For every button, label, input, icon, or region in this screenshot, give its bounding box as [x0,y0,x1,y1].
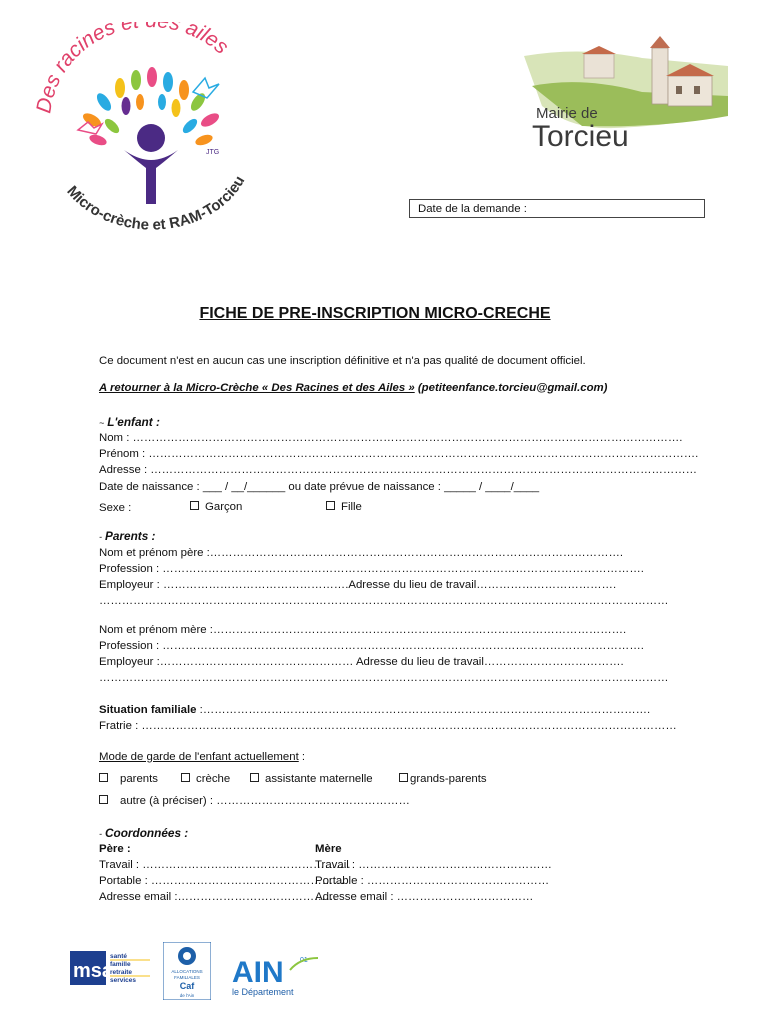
enfant-naissance-field[interactable]: Date de naissance : ___ / __/______ ou date prévue de naissance : _____ / ____/____ [99,481,540,493]
section-coordonnees-heading: - Coordonnées : [99,826,189,840]
sexe-garcon-option[interactable]: Garçon [190,501,242,513]
mode-autre-option[interactable]: autre (à préciser) : …………………………………………… [99,795,410,807]
pere-portable-field[interactable]: Portable : …………………………………………… [99,875,345,887]
checkbox[interactable] [399,773,408,782]
caf-sub: de l'Ain [179,993,195,998]
mode-creche-option[interactable]: crèche [181,773,230,785]
mode-grands-parents-option[interactable]: grands-parents [399,773,487,785]
retour-email: (petiteenfance.torcieu@gmail.com) [414,382,608,394]
mere-email-field[interactable]: Adresse email : ……………………………… [315,891,534,903]
situation-label: Situation familiale [99,704,197,716]
pere-nom-field[interactable]: Nom et prénom père :………………………………………………………………………………………………. [99,547,624,559]
mere-portable-field[interactable]: Portable : ………………………………………… [315,875,550,887]
pere-coord-header: Père : [99,843,131,855]
mode-garde-label: Mode de garde de l'enfant actuellement : [99,751,306,763]
caf-logo [163,942,211,1000]
mere-nom-field[interactable]: Nom et prénom mère :………………………………………………………………………………………………. [99,624,627,636]
ain-sub: le Département [232,987,294,997]
ain-logo [230,952,330,1000]
mere-travail-field[interactable]: Travail : …………………………………………… [315,859,552,871]
checkbox[interactable] [190,501,199,510]
ain-mark: AIN [232,956,284,989]
msa-logo [70,949,152,989]
section-parents-heading: - Parents : [99,529,156,543]
checkbox[interactable] [181,773,190,782]
retour-line [99,382,607,394]
mere-suite-field[interactable]: …………………………………………………………………………………………………………………………………… [99,672,669,684]
mode-parents-option[interactable]: parents [99,773,158,785]
disclaimer: Ce document n'est en aucun cas une inscription définitive et n'a pas qualité de document officiel. [99,355,586,367]
mere-coord-header: Mère [315,843,342,855]
checkbox[interactable] [326,501,335,510]
creche-initials: JTG [206,149,220,156]
date-demande-label: Date de la demande : [418,203,527,215]
mere-employeur-field[interactable]: Employeur :…………………………………………… Adresse du lieu de travail………………………………. [99,656,624,668]
msa-line-2: famille [110,961,131,968]
checkbox[interactable] [99,773,108,782]
creche-logo [28,22,268,242]
enfant-nom-field[interactable]: Nom : ………………………………………………………………………………………………………………………………. [99,432,683,444]
pere-profession-field[interactable]: Profession : ………………………………………………………………………………………………………………. [99,563,644,575]
page-title: FICHE DE PRE-INSCRIPTION MICRO-CRECHE [199,305,551,322]
checkbox[interactable] [99,795,108,804]
retour-prefix: A retourner à la Micro-Crèche « Des Racines et des Ailes » [99,382,415,394]
mairie-line1: Mairie de [536,105,598,122]
sexe-fille-option[interactable]: Fille [326,501,362,513]
checkbox[interactable] [250,773,259,782]
msa-line-4: services [110,977,137,984]
mode-assistante-option[interactable]: assistante maternelle [250,773,373,785]
date-demande-field[interactable] [409,199,705,218]
msa-mark: msa [73,960,114,982]
pere-employeur-field[interactable]: Employeur : ………………………………………….Adresse du lieu de travail………………………………. [99,579,617,591]
fratrie-field[interactable]: Fratrie : …………………………………………………………………………………………………………………………… [99,720,677,732]
enfant-adresse-field[interactable]: Adresse : ……………………………………………………………………………………………………………………………… [99,464,698,476]
mairie-line2: Torcieu [532,120,629,153]
situation-field[interactable]: Situation familiale :………………………………………………………………………………………………………. [99,704,651,716]
mere-profession-field[interactable]: Profession : ………………………………………………………………………………………………………………. [99,640,644,652]
msa-line-1: santé [110,953,127,960]
pere-suite-field[interactable]: …………………………………………………………………………………………………………………………………… [99,595,669,607]
sexe-label: Sexe : [99,502,132,514]
creche-arc-top: Des racines e s ailes [32,22,233,115]
ain-num: 01 [300,957,308,964]
msa-line-3: retraite [110,969,133,976]
pere-travail-field[interactable]: Travail : ………………………………………………. [99,859,351,871]
enfant-prenom-field[interactable]: Prénom : ………………………………………………………………………………………………………………………………. [99,448,699,460]
pere-email-field[interactable]: Adresse email :…………………………………… [99,891,337,903]
caf-mark: Caf [179,981,195,991]
section-enfant-heading: ~ L'enfant : [99,415,160,429]
mairie-logo [522,36,732,161]
caf-line-2: FAMILIALES [174,975,200,980]
creche-arc-bottom: Micro-crèche et RAM-Torcieu [63,173,249,234]
caf-line-1: ALLOCATIONS [171,969,203,974]
